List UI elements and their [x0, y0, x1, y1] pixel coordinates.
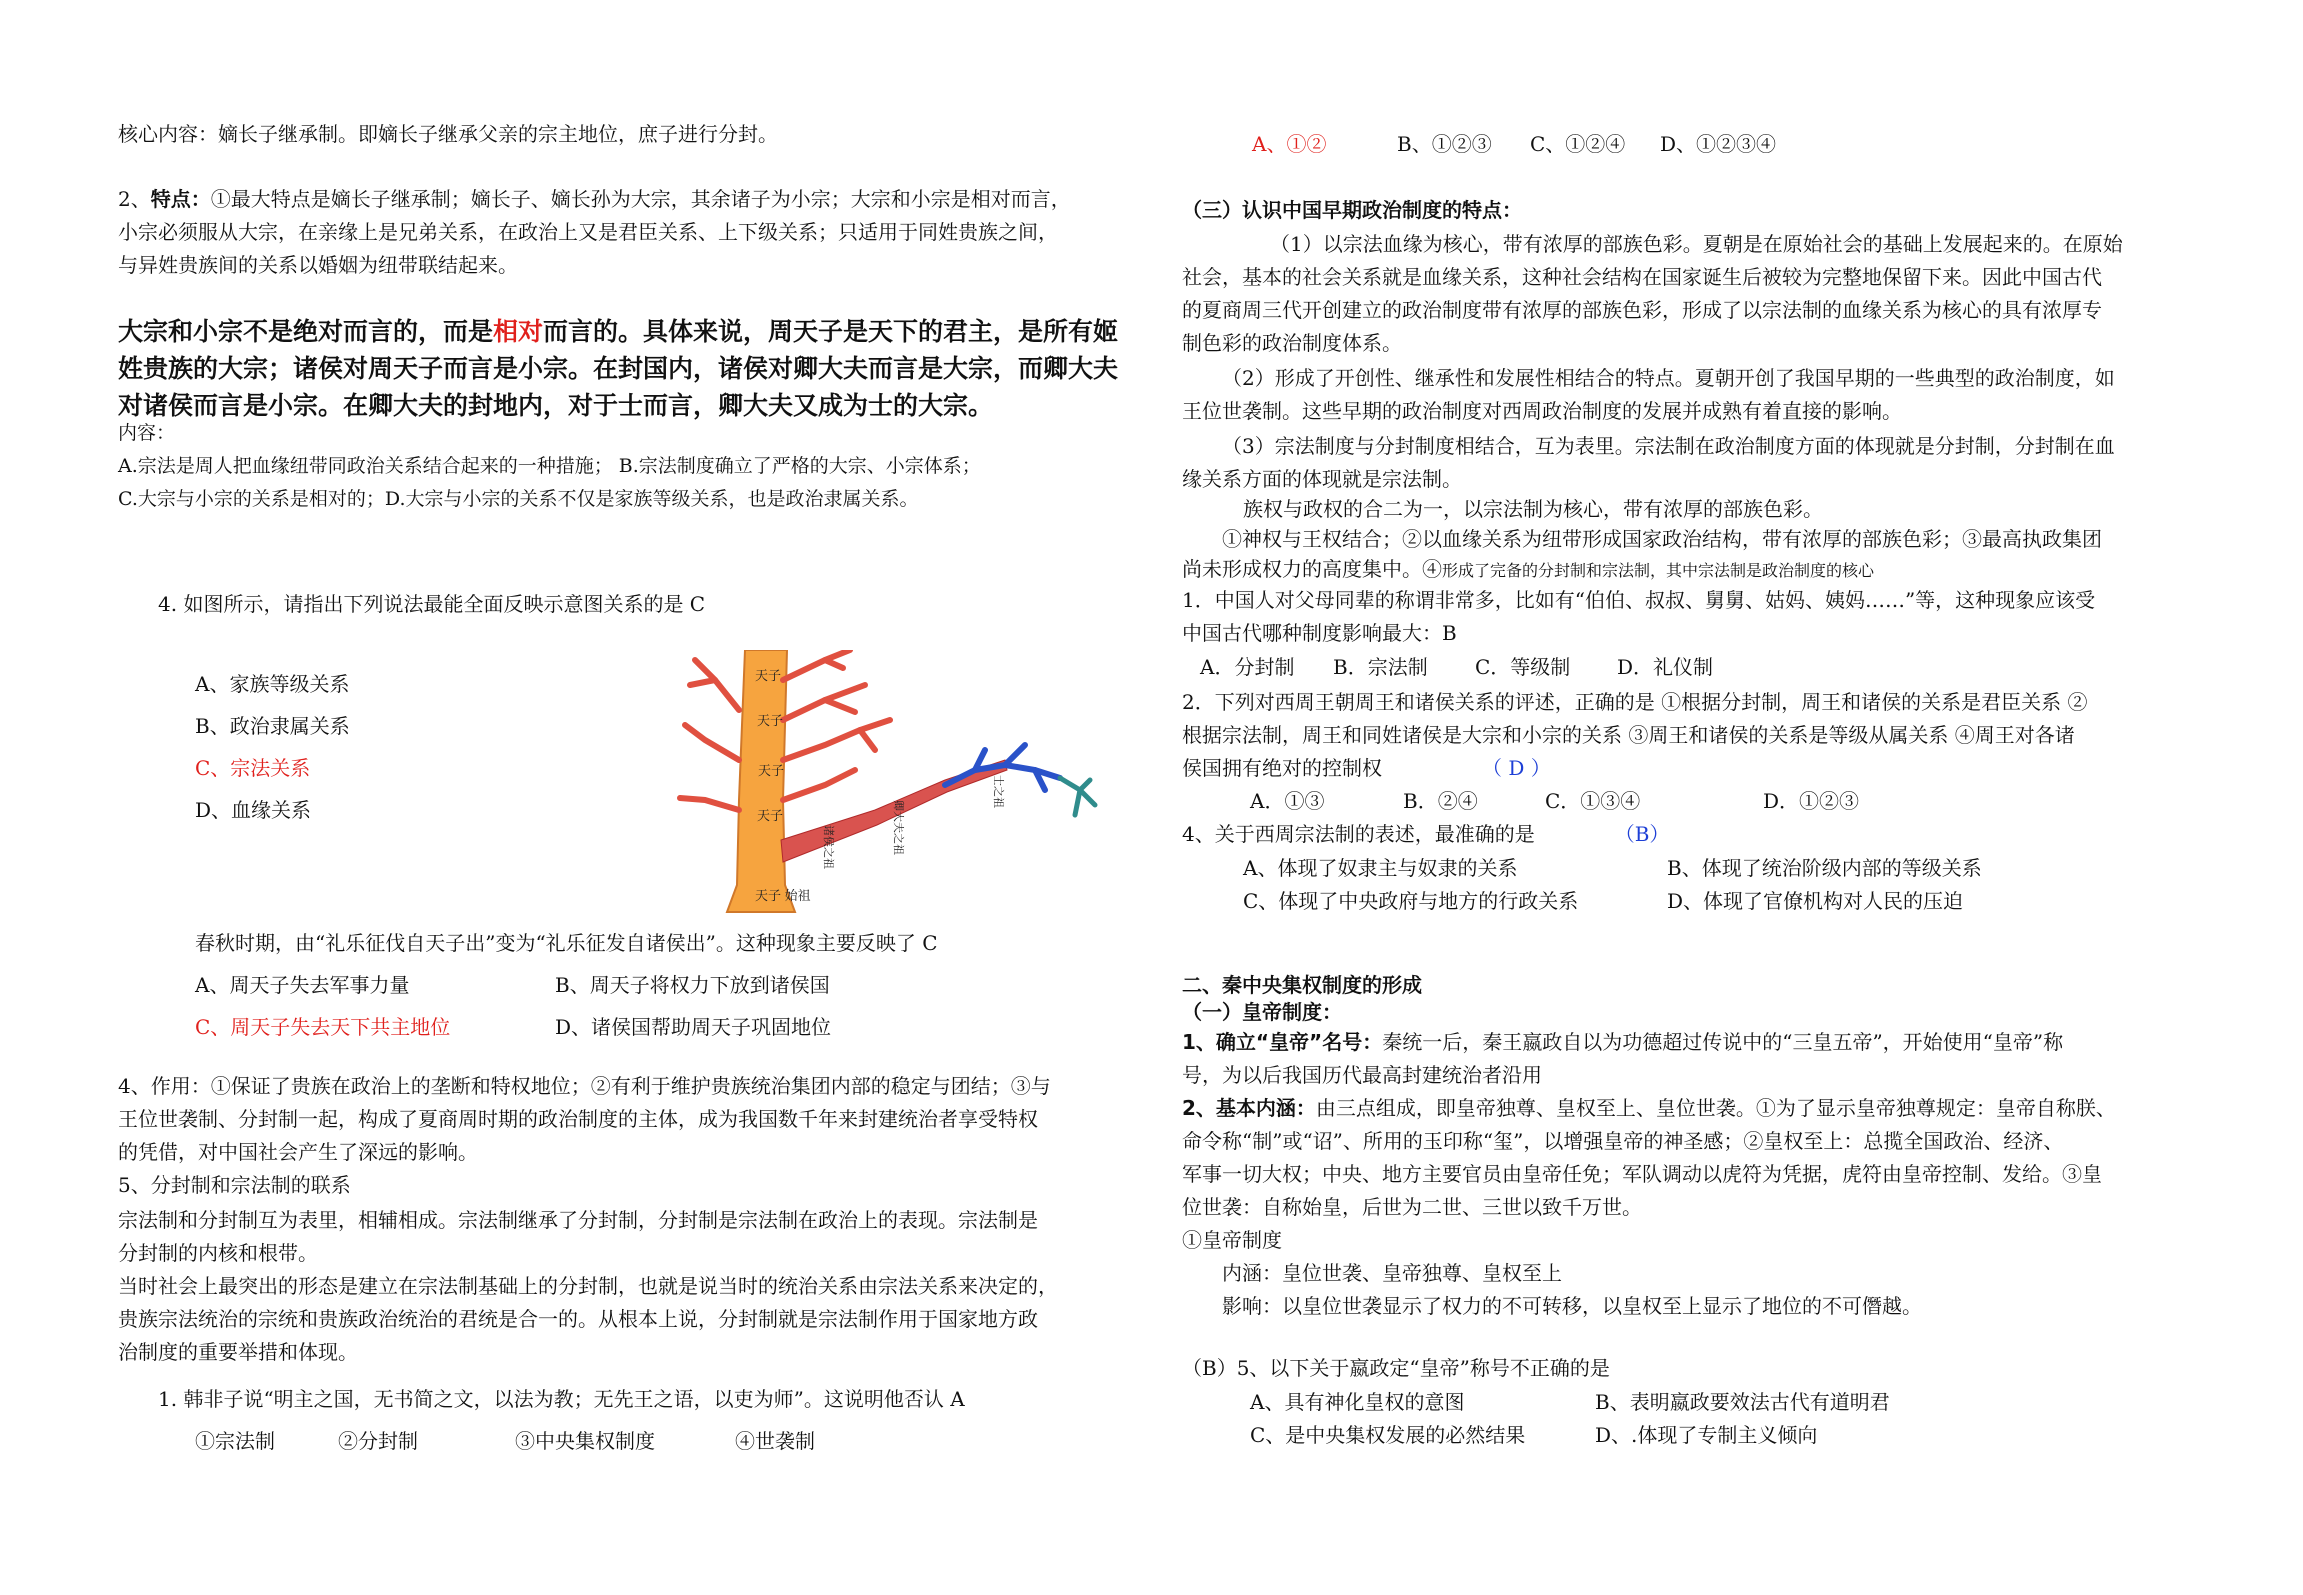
branch-label-zhuhou: 诸侯之祖 — [822, 825, 834, 869]
feature-p1-line-1: 社会，基本的社会关系就是血缘关系，这种社会结构在国家诞生后被较为完整地保留下来。因此中国古代 — [1182, 265, 2102, 289]
feature-label: 特点： — [150, 187, 211, 211]
q2-option-a: A．①③ — [1250, 789, 1325, 813]
q5-option-d: D、.体现了专制主义倾向 — [1595, 1423, 1818, 1447]
d1-line-2: 号，为以后我国历代最高封建统治者沿用 — [1182, 1063, 1542, 1087]
q2-line-1: 根据宗法制，周王和同姓诸侯是大宗和小宗的关系 ③周王和诸侯的关系是等级从属关系 ④周王对各诸 — [1182, 723, 2075, 747]
han-option-4: ④世袭制 — [735, 1429, 815, 1453]
bold-paragraph-line-3: 对诸侯而言是小宗。在卿大夫的封地内，对于士而言，卿大夫又成为士的大宗。 — [118, 391, 994, 420]
q1: 1．中国人对父母同辈的称谓非常多，比如有“伯伯、叔叔、舅舅、姑妈、姨妈……”等，这种现象应该受 — [1182, 588, 2096, 612]
q3-answer: （B） — [1614, 822, 1670, 846]
feature-line-1 — [118, 183, 1071, 216]
feature-line-3: 与异姓贵族间的关系以婚姻为纽带联结起来。 — [118, 253, 518, 277]
effect-line-1: 4、作用：①保证了贵族在政治上的垄断和特权地位；②有利于维护贵族统治集团内部的稳定与团结；③与 — [118, 1074, 1051, 1098]
d2-line-2: 命令称“制”或“诏”、所用的玉印称“玺”，以增强皇帝的神圣感；②皇权至上：总揽全国政治、经济、 — [1182, 1129, 2064, 1153]
q2-option-b: B．②④ — [1403, 789, 1478, 813]
bold-paragraph-line-1 — [118, 313, 1118, 350]
tree-trunk — [727, 650, 795, 912]
content-label: 内容： — [118, 422, 176, 444]
emperor-effect: 影响：以皇位世袭显示了权力的不可转移，以皇权至上显示了地位的不可僭越。 — [1222, 1294, 1922, 1318]
feature-p2: （2）形成了开创性、继承性和发展性相结合的特点。夏朝开创了我国早期的一些典型的政治制度，如 — [1222, 366, 2115, 390]
branch-label-qingdafu: 卿大夫之祖 — [892, 800, 904, 855]
feature-p5: ①神权与王权结合；②以血缘关系为纽带形成国家政治结构，带有浓厚的部族色彩；③最高执政集团 — [1222, 527, 2102, 551]
q2: 2．下列对西周王朝周王和诸侯关系的评述，正确的是 ①根据分封制，周王和诸侯的关系是君臣关系 ② — [1182, 690, 2088, 714]
top-option-c: C、①②④ — [1530, 132, 1626, 156]
feature-p1-line-3: 制色彩的政治制度体系。 — [1182, 331, 1402, 355]
q4-option-a: A、家族等级关系 — [195, 672, 350, 696]
q3 — [1182, 818, 1669, 851]
q5-option-a: A、具有神化皇权的意图 — [1250, 1390, 1465, 1414]
q3-option-d: D、体现了官僚机构对人民的压迫 — [1667, 889, 1964, 913]
q1-option-b: B．宗法制 — [1333, 655, 1428, 679]
question-4: 4. 如图所示，请指出下列说法最能全面反映示意图关系的是 C — [158, 592, 706, 616]
han-option-3: ③中央集权制度 — [515, 1429, 655, 1453]
d2-line-3: 军事一切大权；中央、地方主要官员由皇帝任免；军队调动以虎符为凭据，虎符由皇帝控制、发给。③皇 — [1182, 1162, 2102, 1186]
q1-option-c: C．等级制 — [1475, 655, 1571, 679]
d1-text: 秦统一后，秦王嬴政自以为功德超过传说中的“三皇五帝”，开始使用“皇帝”称 — [1382, 1030, 2064, 1054]
feature-p1-line-2: 的夏商周三代开创建立的政治制度带有浓厚的部族色彩，形成了以宗法制的血缘关系为核心的具有浓厚专 — [1182, 298, 2102, 322]
feature-prefix: 2、 — [118, 187, 151, 211]
han-option-2: ②分封制 — [338, 1429, 418, 1453]
section-2-title: 二、秦中央集权制度的形成 — [1182, 973, 1422, 997]
link-line-2: 分封制的内核和根带。 — [118, 1241, 318, 1265]
emperor-system: ①皇帝制度 — [1182, 1228, 1282, 1252]
d2-line-4: 位世袭：自称始皇，后世为二世、三世以致千万世。 — [1182, 1195, 1642, 1219]
trunk-label-5: 天子 始祖 — [755, 888, 811, 903]
q5-option-c: C、是中央集权发展的必然结果 — [1250, 1423, 1526, 1447]
clan-tree-svg — [675, 650, 1105, 920]
q2-option-d: D．①②③ — [1763, 789, 1860, 813]
top-option-b: B、①②③ — [1397, 132, 1492, 156]
spring-option-c: C、周天子失去天下共主地位 — [195, 1015, 451, 1039]
d1-label: 1、确立“皇帝”名号： — [1182, 1030, 1383, 1054]
clan-tree-diagram — [675, 650, 1105, 920]
han-option-1: ①宗法制 — [195, 1429, 275, 1453]
feature-p5-line-b: 形成了完备的分封制和宗法制，其中宗法制是政治制度的核心 — [1442, 561, 1875, 580]
spring-option-a: A、周天子失去军事力量 — [195, 973, 410, 997]
q3-option-c: C、体现了中央政府与地方的行政关系 — [1243, 889, 1579, 913]
top-option-d: D、①②③④ — [1660, 132, 1777, 156]
emperor-content: 内涵：皇位世袭、皇帝独尊、皇权至上 — [1222, 1261, 1562, 1285]
link-title: 5、分封制和宗法制的联系 — [118, 1173, 351, 1197]
feature-p5-line-a: 尚未形成权力的高度集中。④ — [1182, 557, 1442, 581]
link-line-1: 宗法制和分封制互为表里，相辅相成。宗法制继承了分封制，分封制是宗法制在政治上的表现。宗法制是 — [118, 1208, 1038, 1232]
branch-label-shi: 士之祖 — [992, 775, 1004, 808]
han-question: 1. 韩非子说“明主之国，无书简之文，以法为教；无先王之语，以吏为师”。这说明他否认 A — [158, 1387, 965, 1411]
q5-option-b: B、表明嬴政要效法古代有道明君 — [1595, 1390, 1890, 1414]
q3-option-a: A、体现了奴隶主与奴隶的关系 — [1243, 856, 1518, 880]
effect-line-2: 王位世袭制、分封制一起，构成了夏商周时期的政治制度的主体，成为我国数千年来封建统治者享受特权 — [118, 1107, 1038, 1131]
feature-p1: （1）以宗法血缘为核心，带有浓厚的部族色彩。夏朝是在原始社会的基础上发展起来的。在原始 — [1270, 232, 2123, 256]
d1-line — [1182, 1026, 2063, 1059]
q2-line-2-text: 侯国拥有绝对的控制权 — [1182, 756, 1382, 780]
spring-question: 春秋时期，由“礼乐征伐自天子出”变为“礼乐征发自诸侯出”。这种现象主要反映了 C — [195, 931, 938, 955]
feature-p4: 族权与政权的合二为一，以宗法制为核心，带有浓厚的部族色彩。 — [1243, 497, 1823, 521]
q2-answer: （ D ） — [1482, 756, 1551, 780]
q1-option-a: A．分封制 — [1200, 655, 1295, 679]
spring-option-b: B、周天子将权力下放到诸侯国 — [555, 973, 830, 997]
feature-p3: （3）宗法制度与分封制度相结合，互为表里。宗法制在政治制度方面的体现就是分封制，分封制在血 — [1222, 434, 2115, 458]
feature-p3-line: 缘关系方面的体现就是宗法制。 — [1182, 467, 1462, 491]
trunk-label-3: 天子 — [758, 763, 785, 778]
section-3-title: （三）认识中国早期政治制度的特点： — [1182, 198, 1522, 222]
d2-text: 由三点组成，即皇帝独尊、皇权至上、皇位世袭。①为了显示皇帝独尊规定：皇帝自称朕、 — [1315, 1096, 2116, 1120]
relative-highlight: 相对 — [493, 317, 544, 346]
section-2-subtitle: （一）皇帝制度： — [1182, 1000, 1342, 1024]
q4-option-c: C、宗法关系 — [195, 756, 311, 780]
q2-line-2 — [1182, 752, 1551, 785]
feature-text-1: ①最大特点是嫡长子继承制；嫡长子、嫡长孙为大宗，其余诸子为小宗；大宗和小宗是相对而言， — [210, 187, 1071, 211]
bold-paragraph-line-2: 姓贵族的大宗；诸侯对周天子而言是小宗。在封国内，诸侯对卿大夫而言是大宗，而卿大夫 — [118, 354, 1119, 383]
link-line-3: 当时社会上最突出的形态是建立在宗法制基础上的分封制，也就是说当时的统治关系由宗法关系来决定的， — [118, 1274, 1058, 1298]
q2-option-c: C．①③④ — [1545, 789, 1641, 813]
q1-option-d: D．礼仪制 — [1617, 655, 1714, 679]
trunk-label-4: 天子 — [757, 808, 784, 823]
d2-line — [1182, 1092, 2116, 1125]
spring-option-d: D、诸侯国帮助周天子巩固地位 — [555, 1015, 832, 1039]
q4-option-d: D、血缘关系 — [195, 798, 312, 822]
bold-text-1b: 而言的。具体来说，周天子是天下的君主，是所有姬 — [543, 317, 1119, 346]
feature-p2-line: 王位世袭制。这些早期的政治制度对西周政治制度的发展并成熟有着直接的影响。 — [1182, 399, 1902, 423]
core-content: 核心内容：嫡长子继承制。即嫡长子继承父亲的宗主地位，庶子进行分封。 — [118, 122, 778, 146]
content-line-1: A.宗法是周人把血缘纽带同政治关系结合起来的一种措施； B.宗法制度确立了严格的大宗、小宗体系； — [118, 455, 981, 477]
feature-p5-line — [1182, 553, 1874, 587]
q4-option-b: B、政治隶属关系 — [195, 714, 350, 738]
q1-line: 中国古代哪种制度影响最大：B — [1182, 621, 1457, 645]
feature-line-2: 小宗必须服从大宗，在亲缘上是兄弟关系，在政治上又是君臣关系、上下级关系；只适用于同姓贵族之间， — [118, 220, 1058, 244]
link-line-4: 贵族宗法统治的宗统和贵族政治统治的君统是合一的。从根本上说，分封制就是宗法制作用于国家地方政 — [118, 1307, 1038, 1331]
link-line-5: 治制度的重要举措和体现。 — [118, 1340, 358, 1364]
bold-text-1a: 大宗和小宗不是绝对而言的，而是 — [118, 317, 494, 346]
q3-text: 4、关于西周宗法制的表述，最准确的是 — [1182, 822, 1535, 846]
effect-line-3: 的凭借，对中国社会产生了深远的影响。 — [118, 1140, 478, 1164]
trunk-label-2: 天子 — [757, 713, 784, 728]
q5: （B）5、以下关于嬴政定“皇帝”称号不正确的是 — [1182, 1356, 1610, 1380]
trunk-label-1: 天子 — [755, 668, 782, 683]
q3-option-b: B、体现了统治阶级内部的等级关系 — [1667, 856, 1982, 880]
teal-branches — [1060, 778, 1095, 815]
top-option-a: A、①② — [1252, 132, 1327, 156]
content-line-2: C.大宗与小宗的关系是相对的；D.大宗与小宗的关系不仅是家族等级关系，也是政治隶属关系。 — [118, 488, 919, 510]
d2-label: 2、基本内涵： — [1182, 1096, 1316, 1120]
